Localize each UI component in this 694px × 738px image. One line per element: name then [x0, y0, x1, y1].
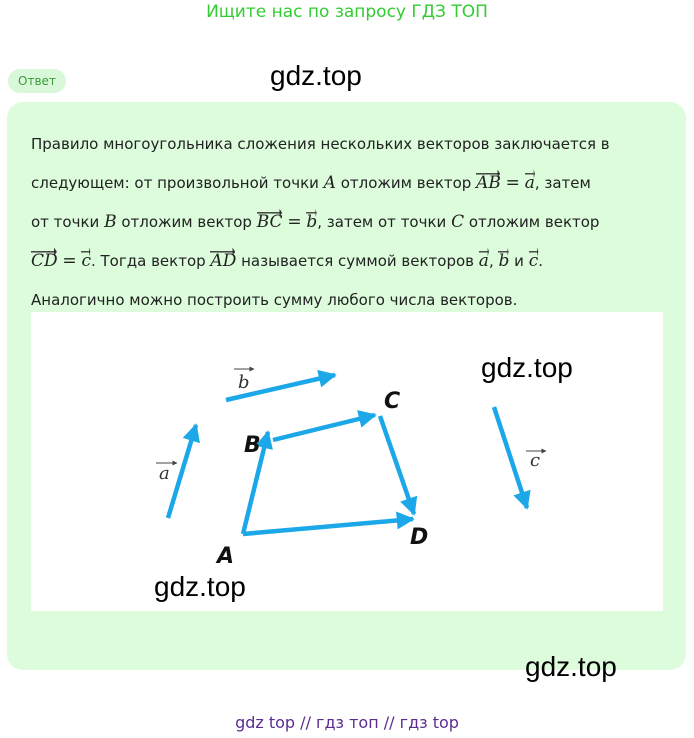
equals-sign: = — [287, 212, 302, 232]
vector-arrow-icon — [257, 208, 283, 216]
vector-arrow-icon — [498, 247, 509, 255]
solution-line-3 — [31, 208, 666, 247]
figure-label-c: c — [530, 450, 541, 471]
search-banner[interactable]: Ищите нас по запросу ГДЗ ТОП — [206, 2, 488, 22]
free-vector-c — [494, 407, 527, 508]
text-fragment: . Тогда вектор — [90, 252, 206, 270]
point-B-symbol: B — [104, 212, 117, 232]
vector-arrow-icon — [81, 247, 91, 255]
solution-line-2 — [31, 169, 666, 208]
watermark-top: gdz.top — [270, 60, 362, 91]
figure-point-C: C — [384, 389, 401, 414]
watermark-figure-right: gdz.top — [481, 352, 573, 383]
vector-BC-label: BC — [256, 212, 283, 232]
vector-b-label: b — [306, 212, 318, 232]
polygon-vector-CD — [380, 416, 414, 514]
vector-arrow-icon — [479, 247, 489, 255]
vector-arrow-icon — [525, 169, 535, 177]
vector-c-label: c — [528, 251, 539, 271]
vector-c-ref — [529, 247, 539, 270]
text-fragment: Аналогично можно построить сумму любого числа векторов. — [31, 291, 518, 309]
vector-a-label: a — [524, 173, 535, 193]
watermark-bottom: gdz.top — [525, 651, 617, 682]
text-fragment: отложим вектор — [468, 213, 600, 231]
watermark-figure-left: gdz.top — [154, 571, 246, 602]
vector-a-ref — [479, 247, 489, 270]
footer-separator: // — [300, 713, 311, 732]
vector-b-ref — [498, 247, 509, 270]
text-fragment: отложим вектор — [121, 213, 252, 231]
polygon-vector-BC — [273, 415, 375, 440]
figure-point-B: B — [244, 433, 261, 458]
vector-arrow-icon — [529, 247, 539, 255]
vector-arrow-icon — [210, 247, 236, 255]
vector-AD — [210, 247, 236, 270]
solution-text — [31, 130, 666, 325]
vector-b — [306, 208, 317, 231]
point-A-symbol: A — [323, 173, 336, 193]
polygon-vector-AD — [243, 519, 413, 534]
equals-sign: = — [62, 251, 77, 271]
vector-CD-label: CD — [31, 251, 58, 271]
vector-AB-label: AB — [476, 173, 501, 193]
vector-AB — [476, 169, 501, 192]
text-fragment: называется суммой векторов — [241, 252, 475, 270]
vector-c-label: c — [81, 251, 91, 271]
vector-arrow-icon — [306, 208, 317, 216]
text-fragment: и — [514, 252, 524, 270]
vector-BC — [257, 208, 283, 231]
footer-link-gdz-top[interactable]: gdz top — [235, 713, 296, 732]
text-fragment: , затем — [534, 174, 591, 192]
vector-AD-label: AD — [210, 251, 237, 271]
vector-a-label: a — [478, 251, 489, 271]
figure-point-A: A — [217, 544, 235, 569]
vector-arrow-icon — [31, 247, 58, 255]
figure-label-a: a — [159, 463, 170, 484]
vector-arrow-icon — [476, 169, 501, 177]
figure-point-D: D — [410, 525, 429, 550]
footer-link-gdz-top-mixed[interactable]: гдз top — [399, 713, 459, 732]
text-fragment: следующем: от произвольной точки — [31, 174, 319, 192]
text-fragment: отложим вектор — [340, 174, 472, 192]
free-vector-a — [168, 425, 196, 518]
figure-label-b: b — [238, 372, 250, 393]
vector-a — [525, 169, 535, 192]
footer-links — [0, 712, 694, 734]
vector-b-label: b — [498, 251, 510, 271]
text-fragment: Правило многоугольника сложения нескольких векторов заключается в — [31, 135, 610, 153]
answer-label: Ответ — [8, 69, 66, 93]
text-fragment: , затем от точки — [317, 213, 447, 231]
solution-line-4: CD = c. Тогда вектор AD называется суммой векторов a, b и c. — [31, 247, 666, 286]
point-C-symbol: C — [451, 212, 465, 232]
solution-line-1 — [31, 130, 666, 169]
equals-sign: = — [505, 173, 520, 193]
footer-link-gdz-top-ru[interactable]: гдз топ — [316, 713, 379, 732]
vector-CD — [31, 247, 58, 270]
footer-separator: // — [383, 713, 395, 732]
vector-c — [81, 247, 91, 270]
text-fragment: от точки — [31, 213, 100, 231]
